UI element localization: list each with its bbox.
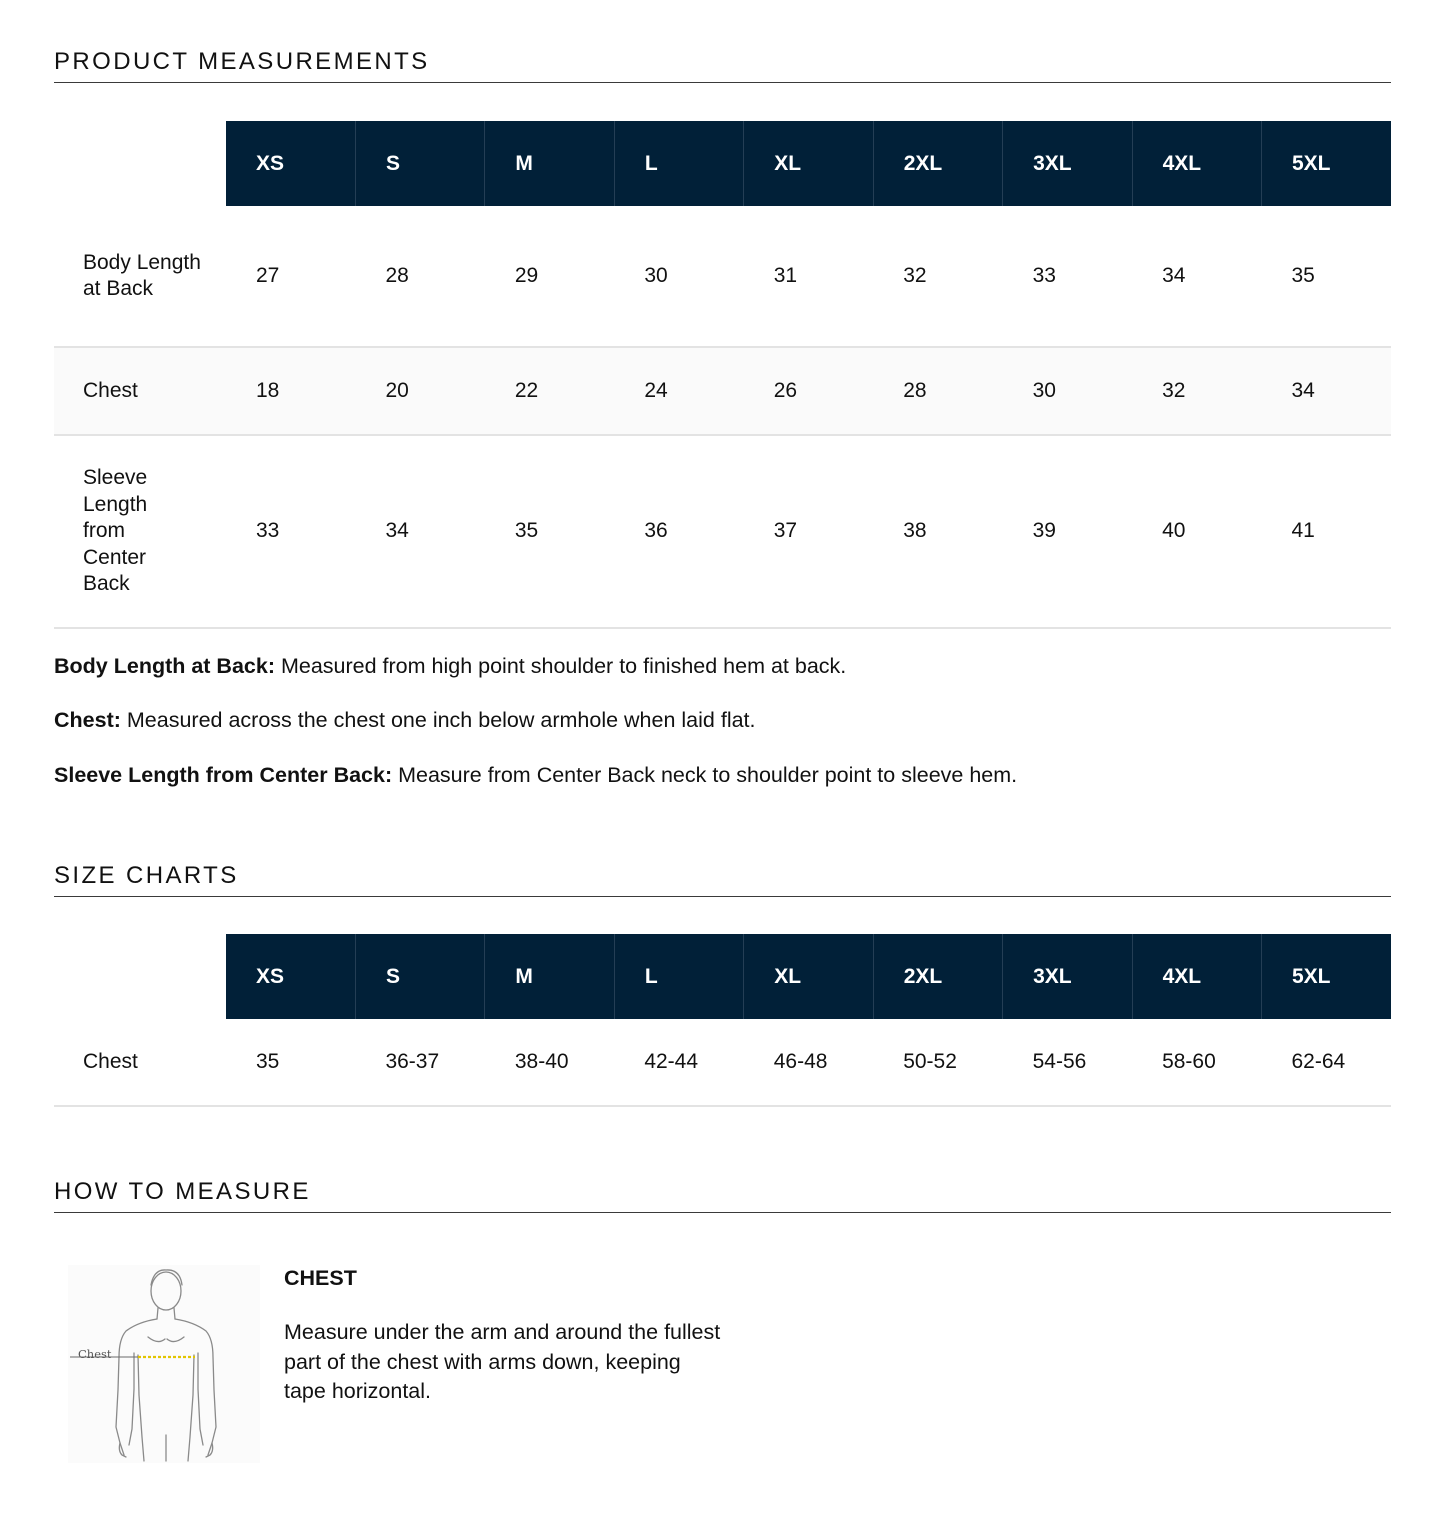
figure-chest-label: Chest <box>78 1347 112 1361</box>
table-row <box>54 206 1391 347</box>
table-cell: 36-37 <box>355 1019 484 1106</box>
size-chart-table <box>54 934 1391 1107</box>
definition-term: Body Length at Back: <box>54 654 275 678</box>
product-measurements-title: PRODUCT MEASUREMENTS <box>54 48 1391 83</box>
definition-term: Sleeve Length from Center Back: <box>54 763 393 787</box>
table-cell: 18 <box>226 347 355 435</box>
row-label-sleeve-length: Sleeve Length from Center Back <box>54 435 226 628</box>
row-label-body-length: Body Length at Back <box>54 206 226 347</box>
size-header-row <box>54 934 1391 1019</box>
size-header-3xl: 3XL <box>1003 121 1132 206</box>
definition-chest <box>54 707 756 733</box>
table-cell: 37 <box>744 435 873 628</box>
row-label-chest: Chest <box>54 1019 226 1106</box>
table-cell: 30 <box>1003 347 1132 435</box>
table-row <box>54 435 1391 628</box>
chest-measure-figure <box>68 1265 260 1463</box>
table-cell: 35 <box>226 1019 355 1106</box>
size-header-5xl: 5XL <box>1262 121 1392 206</box>
size-header-row <box>54 121 1391 206</box>
size-charts-title: SIZE CHARTS <box>54 862 1391 897</box>
size-header-xl: XL <box>744 121 873 206</box>
table-cell: 28 <box>355 206 484 347</box>
definition-text: Measured across the chest one inch below armhole when laid flat. <box>120 708 756 732</box>
table-cell: 50-52 <box>873 1019 1002 1106</box>
size-header-xl: XL <box>744 934 873 1019</box>
table-cell: 26 <box>744 347 873 435</box>
table-cell: 33 <box>226 435 355 628</box>
size-header-2xl: 2XL <box>873 121 1002 206</box>
body-outline-illustration <box>68 1265 260 1463</box>
size-header-4xl: 4XL <box>1132 121 1261 206</box>
table-cell: 22 <box>485 347 614 435</box>
table-cell: 29 <box>485 206 614 347</box>
table-cell: 27 <box>226 206 355 347</box>
chest-heading: CHEST <box>284 1266 357 1290</box>
size-header-xs: XS <box>226 121 355 206</box>
table-cell: 42-44 <box>614 1019 743 1106</box>
table-cell: 41 <box>1262 435 1392 628</box>
table-cell: 28 <box>873 347 1002 435</box>
table-row <box>54 347 1391 435</box>
size-header-l: L <box>614 934 743 1019</box>
size-header-s: S <box>355 934 484 1019</box>
size-header-m: M <box>485 121 614 206</box>
table-cell: 30 <box>614 206 743 347</box>
table-cell: 38 <box>873 435 1002 628</box>
definition-term: Chest: <box>54 708 121 732</box>
table-cell: 35 <box>485 435 614 628</box>
table-cell: 38-40 <box>485 1019 614 1106</box>
definition-text: Measured from high point shoulder to finished hem at back. <box>275 654 847 678</box>
size-header-3xl: 3XL <box>1003 934 1132 1019</box>
table-cell: 34 <box>355 435 484 628</box>
size-header-4xl: 4XL <box>1132 934 1261 1019</box>
size-header-s: S <box>355 121 484 206</box>
definition-sleeve-length <box>54 762 1017 788</box>
table-cell: 62-64 <box>1262 1019 1392 1106</box>
definition-text: Measure from Center Back neck to shoulder point to sleeve hem. <box>392 763 1018 787</box>
chest-instructions: Measure under the arm and around the fullest part of the chest with arms down, keeping tape horizontal. <box>284 1320 721 1403</box>
table-cell: 31 <box>744 206 873 347</box>
size-header-5xl: 5XL <box>1262 934 1392 1019</box>
table-cell: 34 <box>1262 347 1392 435</box>
table-row <box>54 1019 1391 1106</box>
table-cell: 36 <box>614 435 743 628</box>
table-cell: 20 <box>355 347 484 435</box>
table-cell: 40 <box>1132 435 1261 628</box>
size-header-l: L <box>614 121 743 206</box>
size-header-m: M <box>485 934 614 1019</box>
table-cell: 35 <box>1262 206 1392 347</box>
header-corner <box>54 934 226 1019</box>
table-cell: 32 <box>1132 347 1261 435</box>
table-cell: 32 <box>873 206 1002 347</box>
table-cell: 54-56 <box>1003 1019 1132 1106</box>
table-cell: 58-60 <box>1132 1019 1261 1106</box>
size-header-xs: XS <box>226 934 355 1019</box>
product-measurements-table <box>54 121 1391 629</box>
how-to-measure-title: HOW TO MEASURE <box>54 1178 1391 1213</box>
size-header-2xl: 2XL <box>873 934 1002 1019</box>
table-cell: 33 <box>1003 206 1132 347</box>
table-cell: 24 <box>614 347 743 435</box>
table-cell: 46-48 <box>744 1019 873 1106</box>
header-corner <box>54 121 226 206</box>
table-cell: 39 <box>1003 435 1132 628</box>
row-label-chest: Chest <box>54 347 226 435</box>
definition-body-length <box>54 653 846 679</box>
table-cell: 34 <box>1132 206 1261 347</box>
